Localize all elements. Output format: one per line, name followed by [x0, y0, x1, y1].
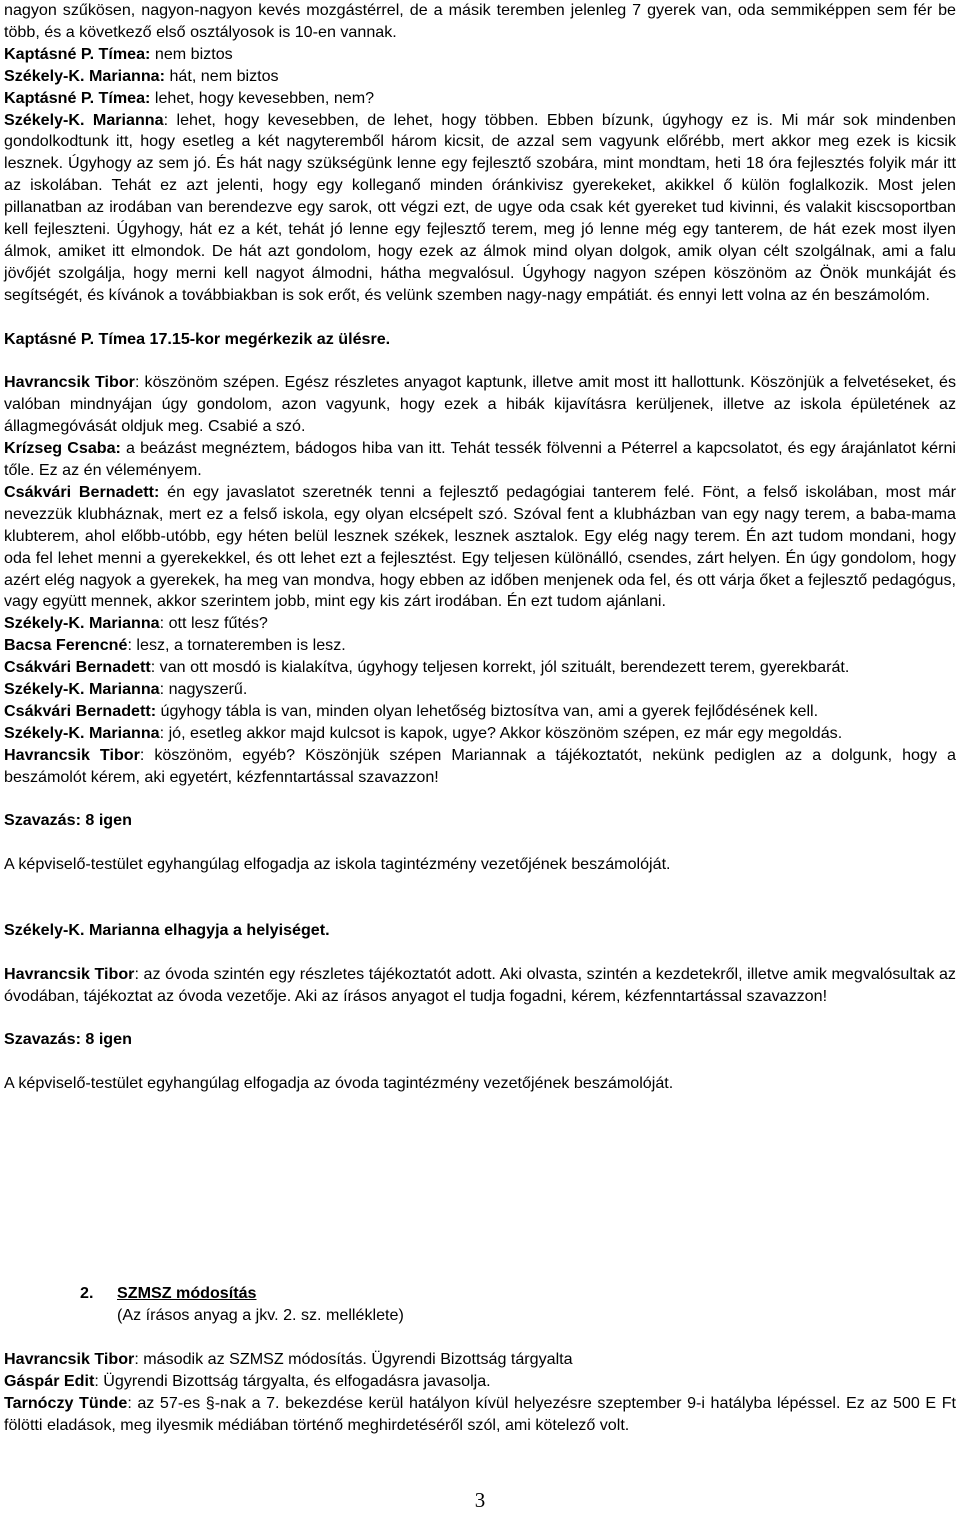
speaker-name: Csákvári Bernadett: [4, 701, 157, 720]
paragraph-text: : Ügyrendi Bizottság tárgyalta, és elfogadásra javasolja. [94, 1371, 491, 1390]
speaker-name: Kaptásné P. Tímea: [4, 44, 151, 63]
paragraph [4, 679, 956, 701]
paragraph [4, 1073, 956, 1095]
speaker-name: Havrancsik Tibor [4, 745, 140, 764]
paragraph-text: A képviselő-testület egyhangúlag elfogadja az iskola tagintézmény vezetőjének beszámolóját. [4, 855, 671, 874]
paragraph-text: nem biztos [150, 44, 233, 63]
paragraph [4, 88, 956, 110]
paragraph [4, 329, 956, 351]
agenda-item-subtitle: (Az írásos anyag a jkv. 2. sz. melléklete) [117, 1306, 404, 1324]
speaker-name: Székely-K. Marianna [4, 723, 160, 742]
paragraph-spacer [4, 876, 956, 898]
speaker-name: Havrancsik Tibor [4, 373, 135, 392]
paragraph [4, 854, 956, 876]
speaker-name: Szavazás: 8 igen [4, 811, 132, 830]
speaker-name: Krízseg Csaba: [4, 439, 121, 458]
paragraph-spacer [4, 789, 956, 811]
paragraph-text: úgyhogy tábla is van, minden olyan lehetőség biztosítva van, ami a gyerek fejlődésének kell. [156, 701, 819, 720]
paragraph [4, 1371, 956, 1393]
paragraph-text: hát, nem biztos [165, 66, 279, 85]
paragraph [4, 1393, 956, 1437]
speaker-name: Székely-K. Marianna: [4, 66, 165, 85]
paragraph [4, 723, 956, 745]
paragraph [4, 1349, 956, 1371]
speaker-name: Székely-K. Marianna elhagyja a helyiséget. [4, 920, 330, 939]
paragraph-spacer [4, 307, 956, 329]
speaker-name: Kaptásné P. Tímea 17.15-kor megérkezik az ülésre. [4, 329, 391, 348]
paragraph-text: : az 57-es §-nak a 7. bekezdése kerül hatályon kívül helyezésre szeptember 9-i hatályba lépéssel. Ez az 500 E Ft fölötti eladások, meg ilyesmik médiában történő meghirdetéséről szól, ami kötelező volt. [4, 1393, 956, 1434]
speaker-name: Csákvári Bernadett: [4, 482, 160, 501]
minutes-body [4, 0, 956, 1095]
paragraph-text: lehet, hogy kevesebben, nem? [150, 88, 375, 107]
speaker-name: Gáspár Edit [4, 1371, 95, 1390]
paragraph [4, 920, 956, 942]
document-page [4, 0, 956, 1434]
speaker-name: Székely-K. Marianna [4, 110, 164, 129]
paragraph [4, 66, 956, 88]
paragraph [4, 701, 956, 723]
speaker-name: Csákvári Bernadett [4, 658, 151, 677]
speaker-name: Szavazás: 8 igen [4, 1030, 132, 1049]
paragraph-text: : nagyszerű. [159, 680, 248, 699]
minutes-body-continued [4, 1349, 956, 1437]
speaker-name: Tarnóczy Tünde [4, 1393, 128, 1412]
paragraph [4, 657, 956, 679]
paragraph-spacer [4, 1051, 956, 1073]
paragraph [4, 810, 956, 832]
paragraph-text: : van ott mosdó is kialakítva, úgyhogy teljesen korrekt, jól szituált, berendezett terem, gyerekbarát. [150, 658, 850, 677]
paragraph-text: : lehet, hogy kevesebben, de lehet, hogy többen. Ebben bízunk, úgyhogy ez is. Mi már sok mindenben gondolkodtunk itt, hogy esetleg a két nagyteremből három kicsit, de azzal sem vagyunk előrébb, mert akkor meg ezek is kicsik lesznek. Úgyhogy az sem jó. És hát nagy szükségünk lenne egy fejlesztő szobára, mint mondtam, heti 18 óra fejlesztés folyik már itt az iskolában. Tehát ez azt jelenti, hogy egy kolleganő minden óránkivisz gyerekeket, akikkel ő külön foglalkozik. Most jelen pillanatban az irodában van berendezve egy sarok, ott végzi ezt, de ugye oda csak két gyereket tud kivinni, és valakit kiscsoportban kell fejleszteni. Úgyhogy, hát ez a két, tehát jó lenne egy fejlesztő terem, meg jó lenne még egy tanterem, de hát ezek most ilyen álmok, amiket itt elmondok. De hát azt gondolom, hogy ezek az álmok mind olyan dolgok, amik olyan célt szolgálnak, ami a falu jövőjét szolgálja, hogy merni kell nagyot álmodni, hátha megvalósul. Úgyhogy nagyon szépen köszönöm az Önök munkáját és segítségét, és kívánok a továbbiakban is sok erőt, és velünk szemben nagy-nagy empátiát. és ennyi lett volna az én beszámolóm. [4, 110, 956, 304]
paragraph [4, 438, 956, 482]
paragraph-spacer [4, 942, 956, 964]
speaker-name: Havrancsik Tibor [4, 964, 135, 983]
paragraph [4, 964, 956, 1008]
paragraph [4, 745, 956, 789]
paragraph-spacer [4, 350, 956, 372]
speaker-name: Bacsa Ferencné [4, 636, 128, 655]
paragraph-text: : jó, esetleg akkor majd kulcsot is kapok, ugye? Akkor köszönöm szépen, ez már egy megoldás. [159, 723, 843, 742]
paragraph-text: : második az SZMSZ módosítás. Ügyrendi Bizottság tárgyalta [134, 1350, 573, 1368]
paragraph-text: A képviselő-testület egyhangúlag elfogadja az óvoda tagintézmény vezetőjének beszámolóját. [4, 1074, 674, 1093]
paragraph-text: a beázást megnéztem, bádogos hiba van itt. Tehát tessék fölvenni a Péterrel a kapcsolatot, és egy árajánlatot kérni tőle. Ez az én véleményem. [4, 439, 956, 479]
paragraph-spacer [4, 832, 956, 854]
page-number: 3 [474, 1488, 486, 1512]
paragraph [4, 372, 956, 438]
paragraph [4, 44, 956, 66]
paragraph-text: : ott lesz fűtés? [159, 614, 268, 633]
paragraph-text: : köszönöm szépen. Egész részletes anyagot kaptunk, illetve amit most itt hallottunk. Köszönjük a felvetéseket, és valóban mindnyájan úgy gondolom, azon vagyunk, hogy ezek a hibák kijavításra kerüljenek, illetve az iskola épületének az állagmegóvását oldjuk meg. Csabié a szó. [4, 373, 956, 436]
paragraph-text: : az óvoda szintén egy részletes tájékoztatót adott. Aki olvasta, szintén a kezdetekről, illetve amik megvalósultak az óvodában, tájékoztat az óvoda vezetője. Aki az írásos anyagot el tudja fogadni, kérem, kézfenntartással szavazzon! [4, 964, 956, 1005]
agenda-item-title: SZMSZ módosítás [117, 1284, 257, 1302]
speaker-name: Kaptásné P. Tímea: [4, 88, 151, 107]
paragraph [4, 613, 956, 635]
paragraph [4, 635, 956, 657]
paragraph-spacer [4, 1008, 956, 1030]
paragraph [4, 482, 956, 613]
paragraph-text: nagyon szűkösen, nagyon-nagyon kevés mozgástérrel, de a másik teremben jelenleg 7 gyerek van, oda semmiképpen sem fér be több, és a következő első osztályosok is 10-en vannak. [4, 1, 956, 41]
speaker-name: Székely-K. Marianna [4, 680, 160, 699]
paragraph-text: én egy javaslatot szeretnék tenni a fejlesztő pedagógiai tanterem felé. Fönt, a felső iskolában, most már nevezzük klubháznak, mert ez a felső iskola, egy olyan elcsépelt szó. Szóval fent a klubházban van egy nagy terem, a baba-mama klubterem, ahol előbb-utóbb, egy héten belül lesznek székek, lesznek asztalok. Egy elég nagy terem. Én azt tudom mondani, hogy oda fel lehet menni a gyerekekkel, és ott lehet ezt a fejlesztést. Egy teljesen különálló, csendes, zárt helyen. Én úgy gondolom, hogy azért elég nagyok a gyerekek, ha meg van mondva, hogy ebben az időben menjenek oda fel, és ott várja őket a fejlesztő pedagógus, vagy együtt mennek, akkor szerintem jobb, mint egy kis zárt irodában. Én ezt tudom ajánlani. [4, 482, 956, 611]
paragraph-spacer [4, 898, 956, 920]
paragraph [4, 1029, 956, 1051]
paragraph [4, 110, 956, 307]
speaker-name: Havrancsik Tibor [4, 1350, 135, 1368]
paragraph [4, 0, 956, 44]
paragraph-text: : lesz, a tornateremben is lesz. [127, 636, 346, 655]
speaker-name: Székely-K. Marianna [4, 614, 160, 633]
agenda-item-number: 2. [80, 1284, 94, 1302]
paragraph-text: : köszönöm, egyéb? Köszönjük szépen Mariannak a tájékoztatót, nekünk pediglen az a dolgunk, hogy a beszámolót kérem, aki egyetért, kézfenntartással szavazzon! [4, 745, 956, 786]
